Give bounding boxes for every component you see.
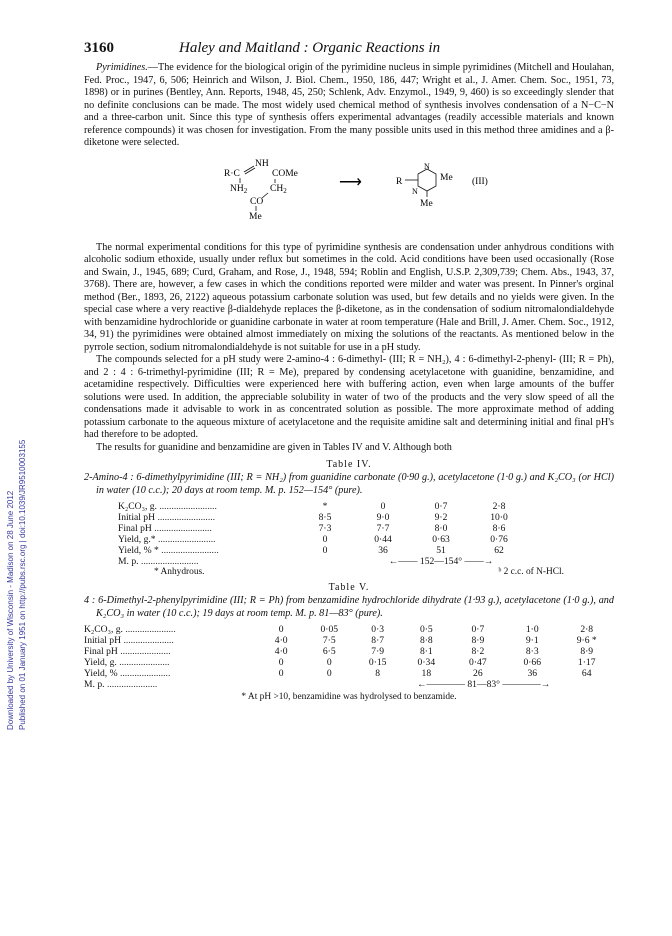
table-v-description: 4 : 6-Dimethyl-2-phenylpyrimidine (III; R = Ph) from benzamidine hydrochloride dihydrate (1·93 g.), acetylacetone (1·0 g.), and K₂CO₃ in water (10 c.c.); 19 days at room temp. M. p. 81—83° (pure).: [84, 595, 614, 619]
table-cell: 2·8: [492, 501, 506, 512]
table-cell: 36: [527, 668, 538, 679]
table-cell: 0: [278, 657, 284, 668]
table-cell: 7·5: [322, 635, 336, 646]
table-cell: 0·76: [490, 534, 508, 545]
table-cell: 0: [326, 657, 332, 668]
table-row: [84, 679, 614, 690]
table-cell: 7·7: [376, 523, 390, 534]
sidebar-watermark: [2, 150, 32, 730]
table-cell: 0·3: [371, 624, 385, 635]
scheme-ch2: $CH_2$: [270, 183, 287, 195]
mp-range: ←———— 81—83° ————→: [417, 679, 551, 690]
table-cell: 8·9: [580, 646, 594, 657]
table-cell: 8·2: [471, 646, 485, 657]
footnote-anhydrous: * Anhydrous.: [154, 567, 205, 577]
table-cell: 6·5: [322, 646, 336, 657]
table-cell: 0: [322, 534, 328, 545]
table-cell: 9·0: [376, 512, 390, 523]
table-cell: 0·05: [320, 624, 339, 635]
table-cell: 36: [378, 545, 388, 556]
pyrimidine-ring: [418, 169, 436, 191]
paragraph-compounds: The compounds selected for a pH study were 2-amino-4 : 6-dimethyl- (III; R = NH₂), 4 : 6-dimethyl-2-phenyl- (III; R = Ph), and 2 : 4 : 6-trimethyl-pyrimidine (III; R = Me), prepared by condensing acetylacetone with guanidine, benzamidine, and acetamidine respectively. Difficulties were experienced here with buffering action, even when large amounts of the buffer solutions were used. In addition, the appreciable solubility in water of two of the products and the very slow speed of all the condensations made it advisable to work in as concentrated solution as possible. The more approximate method of adding potassium carbonate to the aqueous mixture of acetylacetone and the requisite amidine salt and determining initial and final pH's had therefore to be adopted.: [84, 354, 614, 440]
table-row: [118, 501, 528, 512]
table-cell: 8·1: [419, 646, 433, 657]
table-row: [84, 657, 614, 668]
paragraph-pyrimidines: [84, 62, 614, 150]
row-label: Final pH .....................: [84, 646, 171, 657]
row-label: K₂CO₃, g. ........................: [118, 501, 217, 512]
table-cell: 0·34: [417, 657, 436, 668]
table-row: [118, 534, 528, 545]
row-label: Yield, % * ........................: [118, 545, 219, 556]
table-cell: 0: [380, 501, 386, 512]
table-iv-caption: Table IV.: [326, 459, 372, 470]
table-iv: [118, 501, 528, 567]
table-cell: 1·17: [577, 657, 596, 668]
table-cell: 10·0: [490, 512, 508, 523]
table-v: [84, 624, 614, 690]
scheme-drawing: [84, 154, 614, 236]
row-label: Yield, g. .....................: [84, 657, 170, 668]
table-row: [84, 668, 614, 679]
paragraph-results: The results for guanidine and benzamidine are given in Tables IV and V. Although both: [96, 441, 452, 453]
row-label: Final pH ........................: [118, 523, 212, 534]
table-cell: 8·6: [492, 523, 506, 534]
table-cell: 7·3: [318, 523, 332, 534]
table-cell: 9·2: [434, 512, 448, 523]
table-cell: 4·0: [274, 646, 288, 657]
table-cell: 0·7: [471, 624, 485, 635]
table-cell: 0: [326, 668, 332, 679]
page-header: [84, 40, 614, 62]
paragraph-conditions: The normal experimental conditions for this type of pyrimidine synthesis are condensation under anhydrous conditions with alcoholic sodium ethoxide, usually under reflux but sometimes in the cold. Acid conditions have been used occasionally (Rose and Swain, J., 1945, 689; Curd, Graham, and Rose, J., 1948, 594; Roblin and English, U.S.P. 2,309,739; Chem. Abs., 1943, 37, 3768). There are, however, a few cases in which the conditions reported were milder and water was present. In Pinner's orginal method (Ber., 1893, 26, 2122) aqueous potassium carbonate solution was used, but few details and no yields were given. In the special case where a very reactive β-dialdehyde replaces the β-diketone, as in the condensation of sodium nitromalondialdehyde with benzamidine hydrochloride or guanidine carbonate in water at room temperature (Hale and Brill, J. Amer. Chem. Soc., 1912, 34, 91) the pyrimidines were obtained almost immediately on mixing the solutions of the reactants. As mentioned below in the pyrrole section, sodium nitromalondialdehyde is not suitable for use in a pH study.: [84, 241, 614, 353]
scheme-me-ring-bottom: Me: [420, 198, 433, 209]
table-v-caption: Table V.: [328, 582, 370, 593]
table-cell: *: [322, 501, 328, 512]
table-cell: 8·5: [318, 512, 332, 523]
table-cell: 9·1: [525, 635, 539, 646]
page-number: 3160: [84, 40, 114, 56]
publication-notice: Published on 01 January 1951 on http://pubs.rsc.org | doi:10.1039/JR9510003155: [18, 439, 27, 730]
table-cell: 8: [375, 668, 381, 679]
paragraph-lead: Pyrimidines.: [96, 62, 148, 73]
table-cell: 0·5: [419, 624, 433, 635]
row-label: M. p. ........................: [118, 556, 199, 567]
table-cell: 0·66: [523, 657, 542, 668]
table-cell: 0: [278, 624, 284, 635]
row-label: Initial pH ........................: [118, 512, 216, 523]
table-row: [118, 512, 528, 523]
table-v-footnote: * At pH >10, benzamidine was hydrolysed to benzamide.: [241, 692, 457, 702]
row-label: K₂CO₃, g. .....................: [84, 624, 176, 635]
table-cell: 8·9: [471, 635, 485, 646]
scheme-co-bottom: CO: [250, 196, 264, 207]
table-cell: 2·8: [580, 624, 594, 635]
table-cell: 0·44: [374, 534, 392, 545]
table-cell: 64: [581, 668, 592, 679]
scheme-co-top: COMe: [272, 168, 298, 179]
table-cell: 62: [494, 545, 504, 556]
row-label: Initial pH .....................: [84, 635, 174, 646]
table-cell: 26: [473, 668, 483, 679]
table-cell: 0: [322, 545, 328, 556]
scheme-me-ring: Me: [440, 172, 453, 183]
table-cell: 51: [436, 545, 446, 556]
table-cell: 8·8: [419, 635, 433, 646]
mp-range: ←—— 152—154° ——→: [388, 556, 494, 567]
scheme-nh2: $NH_2$: [230, 183, 248, 195]
table-cell: 0: [278, 668, 284, 679]
scheme-n-bottom: N: [412, 186, 418, 196]
table-cell: 0·7: [434, 501, 448, 512]
page: [84, 40, 614, 702]
reaction-arrow: ⟶: [339, 173, 362, 191]
table-cell: 8·3: [525, 646, 539, 657]
row-label: Yield, % .....................: [84, 668, 171, 679]
table-row: [84, 635, 614, 646]
running-title: Haley and Maitland : Organic Reactions in: [179, 40, 441, 56]
table-iv-footnotes: [84, 567, 614, 577]
table-cell: 4·0: [274, 635, 288, 646]
table-cell: 8·7: [371, 635, 385, 646]
row-label: Yield, g.* ........................: [118, 534, 216, 545]
paragraph-body: —The evidence for the biological origin of the pyrimidine nucleus in simple pyrimidines (Mitchell and Houlahan, Fed. Proc., 1947, 6, 506; Heinrich and Wilson, J. Biol. Chem., 1950, 186, 447; Wright et al., J. Amer. Chem. Soc., 1951, 73, 1898) or in purines (Bentley, Ann. Reports, 1948, 45, 250; Schlenk, Adv. Enzymol., 1949, 9, 460) is so exceedingly slender that no definite conclusions can be made. The most widely used chemical method of synthesis involves condensation of a N−C−N and a three-carbon unit. Since this type of synthesis offers experimental advantages (readily accessible materials and known reference compounds) it was chosen for investigation. From the many possible units used in this method three amidines and a β-diketone were selected.: [84, 62, 614, 148]
table-row: [118, 556, 528, 567]
table-cell: 18: [421, 668, 432, 679]
scheme-nh: NH: [255, 158, 269, 169]
table-cell: 1·0: [525, 624, 539, 635]
scheme-r-left: R·C: [224, 168, 240, 179]
compound-label: (III): [472, 176, 488, 187]
download-notice: Downloaded by University of Wisconsin - Madison on 28 June 2012: [6, 490, 15, 730]
row-label: M. p. .....................: [84, 679, 158, 690]
table-cell: 7·9: [371, 646, 385, 657]
table-row: [84, 646, 614, 657]
table-cell: 0·15: [368, 657, 387, 668]
table-cell: 0·47: [469, 657, 487, 668]
table-iv-description: 2-Amino-4 : 6-dimethylpyrimidine (III; R = NH₂) from guanidine carbonate (0·90 g.), acetylacetone (1·0 g.) and K₂CO₃ (or HCl) in water (10 c.c.); 20 days at room temp. M. p. 152—154° (pure).: [84, 472, 614, 496]
table-cell: 9·6 *: [576, 635, 597, 646]
table-row: [84, 624, 614, 635]
scheme-r-right: R: [396, 176, 403, 187]
reaction-scheme: [84, 154, 614, 236]
scheme-n-top: N: [424, 161, 430, 171]
table-row: [118, 545, 528, 556]
footnote-hcl: ᵇ 2 c.c. of N-HCl.: [498, 567, 564, 577]
table-cell: 0·63: [432, 534, 450, 545]
table-cell: 8·0: [434, 523, 448, 534]
scheme-me-bottom: Me: [249, 211, 262, 222]
table-row: [118, 523, 528, 534]
